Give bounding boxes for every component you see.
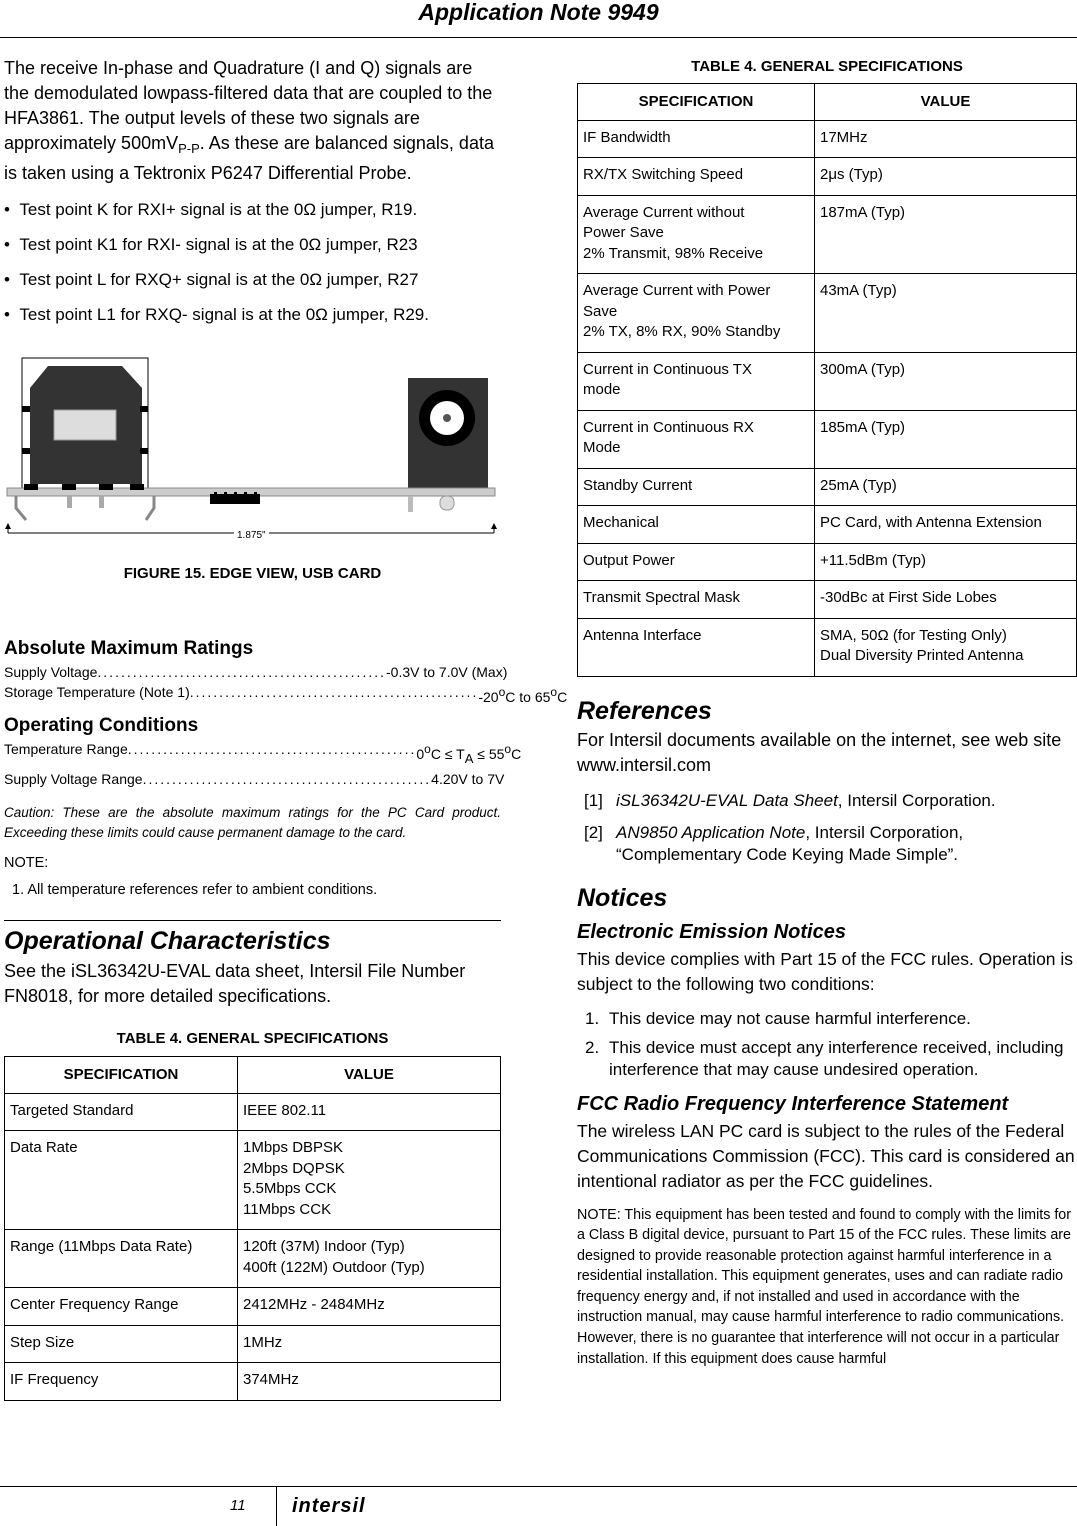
value-cell: 17MHz bbox=[815, 120, 1077, 158]
bullet-text: Test point L1 for RXQ- signal is at the 0Ω jumper, R29. bbox=[19, 305, 429, 324]
op-char-heading: Operational Characteristics bbox=[4, 927, 331, 955]
column-header: VALUE bbox=[815, 84, 1077, 121]
spec-cell: Average Current without Power Save 2% Transmit, 98% Receive bbox=[578, 195, 815, 274]
table-header-row bbox=[578, 84, 1077, 121]
table-row bbox=[578, 352, 1077, 410]
value-cell: PC Card, with Antenna Extension bbox=[815, 506, 1077, 544]
bullet-text: Test point K for RXI+ signal is at the 0Ω jumper, R19. bbox=[19, 200, 418, 219]
value-part: 0 bbox=[416, 746, 425, 762]
table-row bbox=[5, 1363, 501, 1401]
value-part: C ≤ T bbox=[430, 746, 465, 762]
table-title: TABLE 4. GENERAL SPECIFICATIONS bbox=[691, 58, 963, 75]
value-cell: 120ft (37M) Indoor (Typ) 400ft (122M) Outdoor (Typ) bbox=[238, 1230, 501, 1288]
value-cell: 185mA (Typ) bbox=[815, 410, 1077, 468]
table-row bbox=[578, 543, 1077, 581]
condition-text: This device may not cause harmful interference. bbox=[609, 1008, 971, 1028]
value-cell: 187mA (Typ) bbox=[815, 195, 1077, 274]
value-part: -20 bbox=[478, 689, 499, 705]
intersil-logo: intersil bbox=[292, 1495, 366, 1517]
table-row bbox=[578, 120, 1077, 158]
intro-text-a: The receive In-phase and Quadrature (I and Q) signals are the demodulated lowpass-filtered data that are coupled to the HFA3861. The output levels of these two signals are approximately 500mV bbox=[4, 58, 493, 153]
table-row bbox=[5, 1325, 501, 1363]
condition-text: This device must accept any interference received, including interference that may cause undesired operation. bbox=[609, 1037, 1064, 1079]
rating-row bbox=[4, 662, 508, 682]
reference-number: [1] bbox=[584, 790, 603, 810]
footer-rule bbox=[0, 1486, 1077, 1487]
spec-cell: IF Bandwidth bbox=[578, 120, 815, 158]
reference-rest: , Intersil Corporation, “Complementary Code Keying Made Simple”. bbox=[616, 822, 964, 864]
condition-number: 2. bbox=[585, 1037, 600, 1057]
reference-title: iSL36342U-EVAL Data Sheet bbox=[616, 790, 838, 810]
rating-label: Supply Voltage bbox=[4, 664, 98, 680]
spec-table-left bbox=[4, 1056, 501, 1401]
condition-item bbox=[577, 1008, 1077, 1030]
value-cell: IEEE 802.11 bbox=[238, 1093, 501, 1131]
note-item: 1. All temperature references refer to ambient conditions. bbox=[12, 882, 378, 898]
rating-value bbox=[416, 739, 521, 769]
bullet-text: Test point K1 for RXI- signal is at the 0Ω jumper, R23 bbox=[19, 235, 418, 254]
dot-leader: ................................................. bbox=[127, 741, 417, 757]
dot-leader: ................................................. bbox=[189, 684, 479, 700]
page-number: 11 bbox=[230, 1497, 246, 1514]
spec-table-right bbox=[577, 83, 1077, 677]
degree-sup: o bbox=[504, 742, 512, 756]
dimension-label: 1.875" bbox=[234, 530, 269, 541]
condition-item bbox=[577, 1037, 1077, 1081]
spec-cell: IF Frequency bbox=[5, 1363, 238, 1401]
right-column bbox=[577, 56, 1077, 1369]
header-rule bbox=[0, 37, 1077, 38]
table-row bbox=[578, 468, 1077, 506]
table-row bbox=[578, 410, 1077, 468]
table-row bbox=[578, 581, 1077, 619]
page-header: Application Note 9949 bbox=[418, 0, 659, 25]
rating-value bbox=[478, 682, 567, 707]
value-cell: SMA, 50Ω (for Testing Only) Dual Diversity Printed Antenna bbox=[815, 618, 1077, 676]
rating-value: -0.3V to 7.0V (Max) bbox=[386, 664, 508, 680]
bullet-item: • Test point L1 for RXQ- signal is at the 0Ω jumper, R29. bbox=[4, 305, 429, 324]
intro-subscript: P-P bbox=[178, 141, 200, 156]
footer-divider bbox=[276, 1487, 277, 1526]
table-row bbox=[578, 274, 1077, 353]
column-header: SPECIFICATION bbox=[578, 84, 815, 121]
rating-row bbox=[4, 682, 568, 707]
value-cell: 1Mbps DBPSK 2Mbps DQPSK 5.5Mbps CCK 11Mbps CCK bbox=[238, 1131, 501, 1230]
bullet-text: Test point L for RXQ+ signal is at the 0Ω jumper, R27 bbox=[19, 270, 419, 289]
fcc-note: NOTE: This equipment has been tested and found to comply with the limits for a Class B digital device, pursuant to Part 15 of the FCC rules. These limits are designed to provide reasonable protection against harmful interference in a residential installation. This equipment generates, uses and can radiate radio frequency energy and, if not installed and used in accordance with the instruction manual, may cause harmful interference to radio communications. However, there is no guarantee that interference will not occur in a particular installation. If this equipment does cause harmful bbox=[577, 1206, 1072, 1367]
usb-card-drawing bbox=[4, 358, 501, 558]
bullet-item: • Test point K for RXI+ signal is at the 0Ω jumper, R19. bbox=[4, 200, 418, 219]
dot-leader: ................................................. bbox=[142, 771, 432, 787]
rating-label: Supply Voltage Range bbox=[4, 771, 143, 787]
reference-title: AN9850 Application Note bbox=[616, 822, 806, 842]
rating-row bbox=[4, 739, 522, 769]
figure-caption: FIGURE 15. EDGE VIEW, USB CARD bbox=[123, 565, 382, 582]
table-row bbox=[578, 195, 1077, 274]
degree-sup: o bbox=[424, 742, 431, 756]
table-header-row bbox=[5, 1057, 501, 1094]
table-row bbox=[578, 506, 1077, 544]
value-cell: 2μs (Typ) bbox=[815, 158, 1077, 196]
spec-cell: Range (11Mbps Data Rate) bbox=[5, 1230, 238, 1288]
spec-cell: Data Rate bbox=[5, 1131, 238, 1230]
spec-cell: Average Current with Power Save 2% TX, 8% RX, 90% Standby bbox=[578, 274, 815, 353]
rating-row bbox=[4, 769, 505, 789]
degree-sup: o bbox=[498, 685, 506, 699]
op-cond-heading: Operating Conditions bbox=[4, 715, 199, 736]
reference-rest: , Intersil Corporation. bbox=[837, 790, 996, 810]
abs-max-heading: Absolute Maximum Ratings bbox=[4, 638, 254, 659]
usb-card-figure bbox=[4, 358, 501, 573]
emission-heading: Electronic Emission Notices bbox=[577, 920, 846, 943]
spec-cell: Center Frequency Range bbox=[5, 1288, 238, 1326]
value-cell: 2412MHz - 2484MHz bbox=[238, 1288, 501, 1326]
degree-sup: o bbox=[550, 685, 558, 699]
reference-number: [2] bbox=[584, 822, 603, 842]
caution-text: Caution: These are the absolute maximum ratings for the PC Card product. Exceeding these limits could cause permanent damage to the card. bbox=[4, 805, 501, 840]
spec-cell: Transmit Spectral Mask bbox=[578, 581, 815, 619]
column-header: VALUE bbox=[238, 1057, 501, 1094]
fcc-text: The wireless LAN PC card is subject to the rules of the Federal Communications Commission (FCC). This card is considered an intentional radiator as per the FCC guidelines. bbox=[577, 1120, 1075, 1191]
table-row bbox=[578, 618, 1077, 676]
notices-heading: Notices bbox=[577, 883, 668, 912]
bullet-item: • Test point L for RXQ+ signal is at the 0Ω jumper, R27 bbox=[4, 270, 419, 289]
intro-paragraph bbox=[4, 56, 501, 186]
table-row bbox=[5, 1230, 501, 1288]
op-char-text: See the iSL36342U-EVAL data sheet, Intersil File Number FN8018, for more detailed specifications. bbox=[4, 961, 466, 1006]
condition-number: 1. bbox=[585, 1008, 600, 1028]
rating-value: 4.20V to 7V bbox=[431, 771, 505, 787]
value-cell: 300mA (Typ) bbox=[815, 352, 1077, 410]
column-header: SPECIFICATION bbox=[5, 1057, 238, 1094]
fcc-heading: FCC Radio Frequency Interference Statement bbox=[577, 1092, 1009, 1115]
spec-cell: Mechanical bbox=[578, 506, 815, 544]
rating-label: Temperature Range bbox=[4, 741, 128, 757]
reference-item bbox=[577, 822, 1077, 866]
references-heading: References bbox=[577, 696, 712, 725]
value-part: C bbox=[511, 746, 522, 762]
value-part: C to 65 bbox=[505, 689, 551, 705]
value-cell: 25mA (Typ) bbox=[815, 468, 1077, 506]
spec-cell: Standby Current bbox=[578, 468, 815, 506]
value-sub: A bbox=[464, 751, 474, 766]
references-intro: For Intersil documents available on the internet, see web site www.intersil.com bbox=[577, 729, 1062, 775]
intro-text-b: . As these are balanced signals, data is taken using a Tektronix P6247 Differential Probe. bbox=[4, 133, 494, 183]
reference-text bbox=[616, 790, 996, 812]
emission-text: This device complies with Part 15 of the FCC rules. Operation is subject to the following two conditions: bbox=[577, 948, 1074, 994]
table-row bbox=[578, 158, 1077, 196]
table-row bbox=[5, 1093, 501, 1131]
spec-cell: Step Size bbox=[5, 1325, 238, 1363]
value-part: ≤ 55 bbox=[473, 746, 505, 762]
spec-cell: Current in Continuous RX Mode bbox=[578, 410, 815, 468]
value-cell: 1MHz bbox=[238, 1325, 501, 1363]
section-rule bbox=[4, 920, 501, 921]
table-title: TABLE 4. GENERAL SPECIFICATIONS bbox=[116, 1030, 389, 1047]
value-cell: +11.5dBm (Typ) bbox=[815, 543, 1077, 581]
value-cell: 43mA (Typ) bbox=[815, 274, 1077, 353]
value-part: C bbox=[557, 689, 568, 705]
bullet-item: • Test point K1 for RXI- signal is at the 0Ω jumper, R23 bbox=[4, 235, 418, 254]
spec-cell: Output Power bbox=[578, 543, 815, 581]
rating-label: Storage Temperature (Note 1) bbox=[4, 684, 190, 700]
dot-leader: ................................................. bbox=[97, 664, 386, 680]
table-row bbox=[5, 1288, 501, 1326]
spec-cell: Current in Continuous TX mode bbox=[578, 352, 815, 410]
value-cell: -30dBc at First Side Lobes bbox=[815, 581, 1077, 619]
spec-cell: Antenna Interface bbox=[578, 618, 815, 676]
left-column bbox=[4, 56, 568, 1401]
value-cell: 374MHz bbox=[238, 1363, 501, 1401]
reference-item bbox=[577, 790, 1077, 812]
spec-cell: Targeted Standard bbox=[5, 1093, 238, 1131]
spec-cell: RX/TX Switching Speed bbox=[578, 158, 815, 196]
note-label: NOTE: bbox=[4, 855, 49, 871]
reference-text bbox=[616, 822, 1077, 866]
table-row bbox=[5, 1131, 501, 1230]
